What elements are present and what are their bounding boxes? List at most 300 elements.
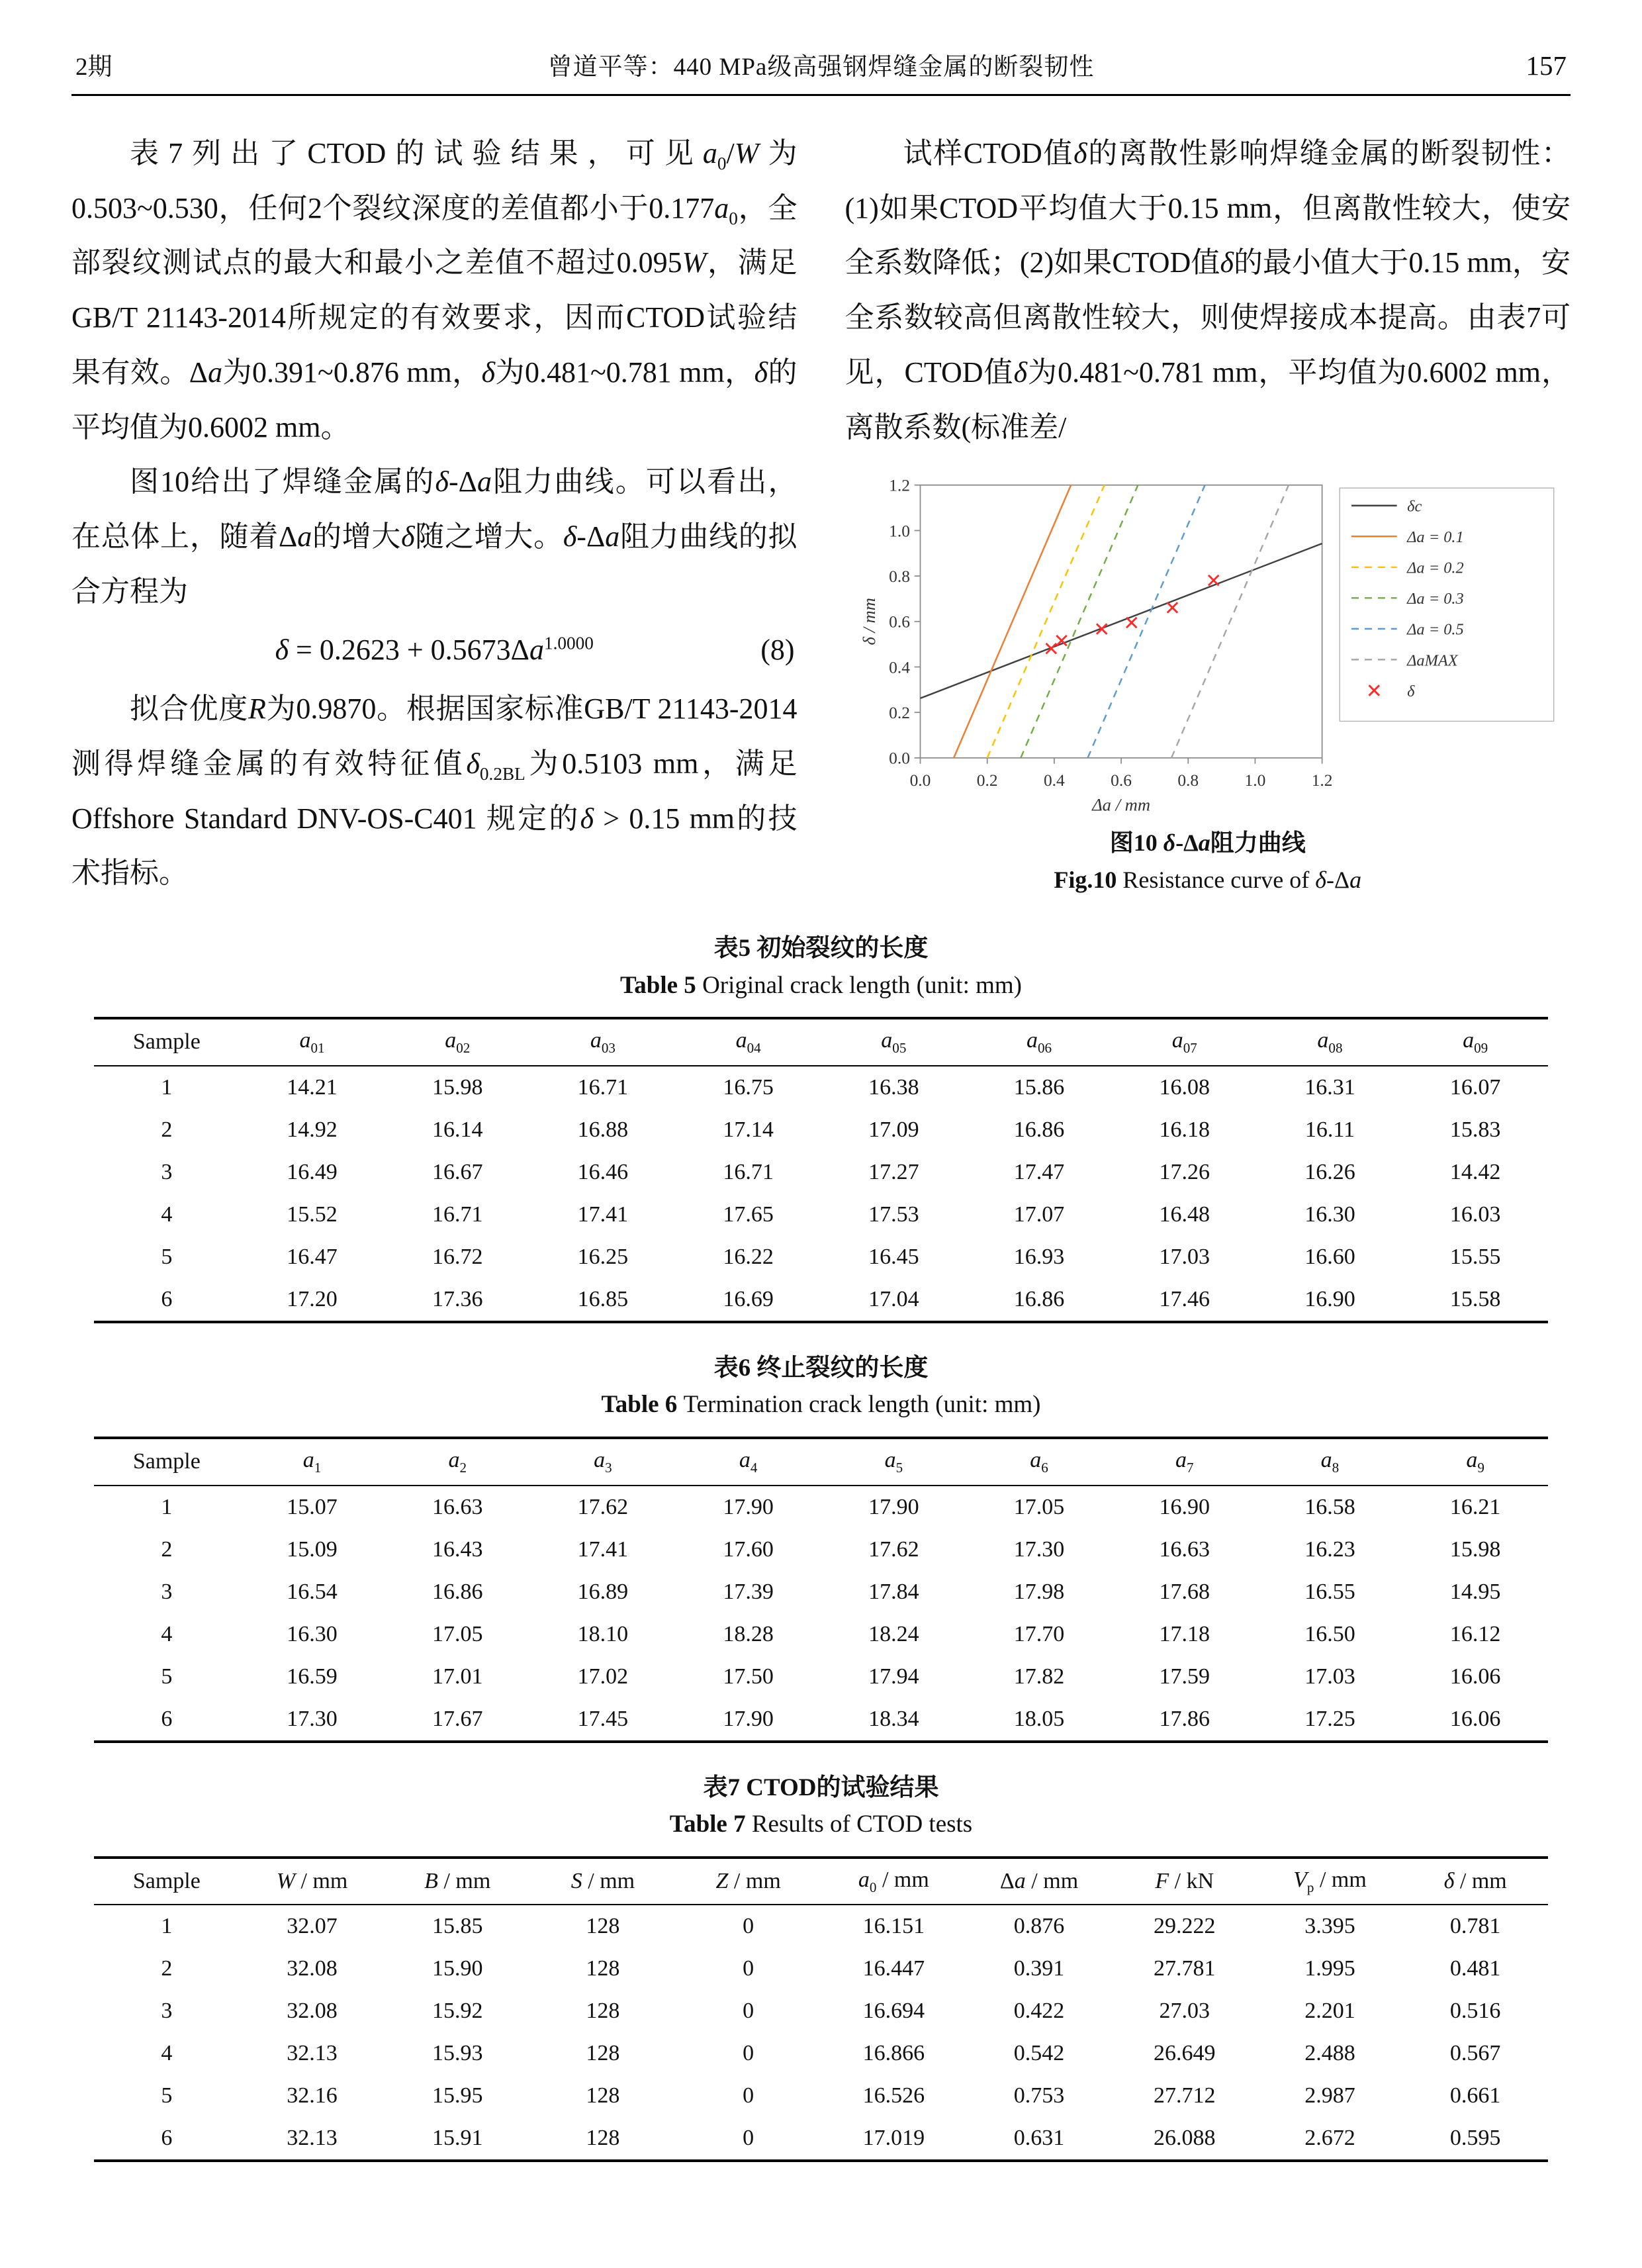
table-cell: 27.712	[1153, 2083, 1216, 2108]
table-cell: 16.151	[862, 1914, 925, 1939]
table-cell: 32.13	[287, 2126, 338, 2151]
table-cell: 16.59	[287, 1664, 338, 1689]
table7-body	[94, 1905, 1548, 2161]
table5-caption-zh-title: 初始裂纹的长度	[756, 935, 929, 963]
table-cell: 3	[161, 1159, 173, 1184]
column-header: F / kN	[1155, 1869, 1214, 1894]
table-cell: 17.46	[1159, 1286, 1210, 1311]
table7-caption-zh-label: 表7	[703, 1773, 740, 1801]
table-cell: 17.20	[287, 1286, 338, 1311]
table-cell: 17.53	[868, 1202, 919, 1227]
table-cell: 17.90	[723, 1494, 774, 1519]
table-cell: 16.67	[432, 1159, 483, 1184]
table-cell: 17.30	[1013, 1536, 1065, 1562]
table-cell: 15.09	[287, 1536, 338, 1562]
resistance-chart	[856, 473, 1560, 818]
tables-section	[71, 930, 1571, 2162]
table-cell: 0	[743, 2041, 754, 2066]
table-cell: 2.201	[1304, 1999, 1355, 2024]
table-cell: 16.71	[432, 1202, 483, 1227]
table6	[94, 1437, 1548, 1743]
page-number: 157	[1526, 50, 1567, 81]
equation-8	[71, 623, 798, 678]
column-header: $a_{03}$	[590, 1028, 616, 1056]
table6-head	[94, 1438, 1548, 1486]
table6-caption-en-title: Termination crack length (unit: mm)	[683, 1391, 1041, 1419]
table-cell: 17.94	[868, 1664, 919, 1689]
table7-block	[71, 1770, 1571, 2163]
table-cell: 5	[161, 1664, 173, 1689]
table6-body	[94, 1486, 1548, 1742]
paragraph-ctod-results: 表7列出了CTOD的试验结果，可见$a_0/W$为0.503~0.530，任何2个裂纹深度的差值都小于$0.177a_0$，全部裂纹测试点的最大和最小之差值不超过0.095W，满足GB/T 21143-2014所规定的有效要求，因而CTOD试验结果有效。Δa为0.391~0.876 mm，δ为0.481~0.781 mm，δ的平均值为0.6002 mm。	[71, 137, 798, 444]
table-cell: 15.55	[1449, 1244, 1501, 1269]
table-cell: 16.06	[1449, 1664, 1501, 1689]
table-cell: 15.92	[432, 1999, 483, 2024]
column-header: $a_{09}$	[1463, 1028, 1488, 1056]
table-cell: 27.781	[1153, 1956, 1216, 1981]
table-cell: 6	[161, 1706, 173, 1731]
table-row	[94, 1278, 1548, 1322]
column-header: $a_{06}$	[1026, 1028, 1052, 1056]
column-header: S / mm	[570, 1869, 635, 1894]
figure-caption-en-title: Resistance curve of δ-Δa	[1117, 866, 1362, 893]
table5-caption-en-label: Table 5	[620, 971, 696, 999]
table-cell: 4	[161, 2041, 173, 2066]
table7	[94, 1856, 1548, 2163]
table-cell: 17.59	[1159, 1664, 1210, 1689]
table5-caption-en-title: Original crack length (unit: mm)	[702, 971, 1022, 999]
table-cell: 15.90	[432, 1956, 483, 1981]
column-header: $a_2$	[448, 1447, 467, 1476]
table-cell: 16.71	[723, 1159, 774, 1184]
svg-text:Δa / mm: Δa / mm	[1092, 794, 1150, 815]
table6-caption	[71, 1350, 1571, 1423]
table-cell: 16.18	[1159, 1117, 1210, 1142]
paragraph-dispersion: 试样CTOD值δ的离散性影响焊缝金属的断裂韧性：(1)如果CTOD平均值大于0.15 mm，但离散性较大，使安全系数降低；(2)如果CTOD值δ的最小值大于0.15 mm，安全系数较高但离散性较大，则使焊接成本提高。由表7可见，CTOD值δ为0.481~0.781 mm，平均值为0.6002 mm，离散系数(标准差/	[844, 137, 1571, 444]
table-cell: 2.672	[1304, 2126, 1355, 2151]
table-cell: 2.987	[1304, 2083, 1355, 2108]
table-cell: 17.90	[723, 1706, 774, 1731]
table-row	[94, 1698, 1548, 1742]
table7-caption-en	[71, 1806, 1571, 1843]
table-cell: 17.05	[432, 1621, 483, 1646]
table-cell: 128	[586, 2083, 620, 2108]
table-cell: 15.93	[432, 2041, 483, 2066]
table6-caption-en-label: Table 6	[601, 1391, 678, 1419]
column-header: $a_8$	[1320, 1447, 1340, 1476]
table-cell: 17.019	[862, 2126, 925, 2151]
table-cell: 17.62	[577, 1494, 629, 1519]
table7-caption	[71, 1770, 1571, 1843]
table-cell: 17.09	[868, 1117, 919, 1142]
figure-10	[845, 473, 1571, 898]
table-cell: 17.05	[1013, 1494, 1065, 1519]
table-cell: 1	[161, 1914, 173, 1939]
column-header: W / mm	[276, 1869, 348, 1894]
table-cell: 17.50	[723, 1664, 774, 1689]
table-cell: 16.46	[577, 1159, 629, 1184]
table-cell: 26.088	[1153, 2126, 1216, 2151]
table-cell: 128	[586, 1956, 620, 1981]
table-cell: 16.26	[1304, 1159, 1355, 1184]
table-cell: 32.13	[287, 2041, 338, 2066]
svg-text:δ / mm: δ / mm	[858, 598, 879, 645]
table-cell: 27.03	[1159, 1999, 1210, 2024]
table-cell: 16.38	[868, 1074, 919, 1100]
table-header-row	[94, 1438, 1548, 1486]
figure-caption	[845, 825, 1571, 899]
svg-text:Δa = 0.1: Δa = 0.1	[1407, 528, 1464, 547]
table-cell: 0	[743, 1914, 754, 1939]
table-cell: 17.14	[723, 1117, 774, 1142]
column-header: $a_{07}$	[1171, 1028, 1197, 1056]
table-cell: 16.85	[577, 1286, 629, 1311]
svg-text:0.2: 0.2	[889, 703, 910, 723]
running-title: 曾道平等：440 MPa级高强钢焊缝金属的断裂韧性	[547, 54, 1095, 81]
svg-text:0.2: 0.2	[976, 771, 998, 790]
column-header: $a_{08}$	[1317, 1028, 1343, 1056]
column-header: Z / mm	[715, 1869, 781, 1894]
table-cell: 15.07	[287, 1494, 338, 1519]
table-cell: 16.08	[1159, 1074, 1210, 1100]
table-row	[94, 1194, 1548, 1236]
table-cell: 4	[161, 1202, 173, 1227]
svg-text:0.0: 0.0	[889, 749, 910, 769]
table-cell: 18.28	[723, 1621, 774, 1646]
table-cell: 16.93	[1013, 1244, 1065, 1269]
table-header-row	[94, 1858, 1548, 1905]
svg-text:1.0: 1.0	[889, 521, 910, 541]
table5-caption-zh-label: 表5	[713, 935, 751, 963]
table-cell: 17.45	[577, 1706, 629, 1731]
table-cell: 16.54	[287, 1579, 338, 1604]
chart-wrap	[856, 473, 1560, 818]
table5-block	[71, 930, 1571, 1323]
svg-text:δc: δc	[1407, 497, 1422, 516]
table-cell: 16.49	[287, 1159, 338, 1184]
svg-text:0.6: 0.6	[1111, 771, 1132, 790]
table-cell: 17.27	[868, 1159, 919, 1184]
table-cell: 16.43	[432, 1536, 483, 1562]
running-header	[71, 46, 1571, 96]
table-row	[94, 1990, 1548, 2032]
svg-text:1.0: 1.0	[1244, 771, 1266, 790]
issue-label: 2期	[75, 54, 113, 81]
table-cell: 14.95	[1449, 1579, 1501, 1604]
table7-head	[94, 1858, 1548, 1905]
svg-text:Δa = 0.3: Δa = 0.3	[1407, 590, 1464, 608]
table-cell: 5	[161, 2083, 173, 2108]
table-cell: 16.50	[1304, 1621, 1355, 1646]
svg-text:0.8: 0.8	[889, 567, 910, 587]
table-cell: 17.36	[432, 1286, 483, 1311]
table5-body	[94, 1066, 1548, 1322]
table-cell: 0.781	[1449, 1914, 1501, 1939]
table-cell: 16.55	[1304, 1579, 1355, 1604]
table-cell: 4	[161, 1621, 173, 1646]
table-cell: 16.03	[1449, 1202, 1501, 1227]
table-cell: 128	[586, 1999, 620, 2024]
column-header: $a_9$	[1466, 1447, 1484, 1476]
table-cell: 0.422	[1013, 1999, 1065, 2024]
table-row	[94, 2075, 1548, 2117]
table-cell: 32.08	[287, 1999, 338, 2024]
table-cell: 16.89	[577, 1579, 629, 1604]
table-cell: 17.26	[1159, 1159, 1210, 1184]
table-cell: 32.08	[287, 1956, 338, 1981]
table-cell: 17.84	[868, 1579, 919, 1604]
table-row	[94, 1151, 1548, 1194]
table-cell: 0.481	[1449, 1956, 1501, 1981]
table-cell: 32.16	[287, 2083, 338, 2108]
table-cell: 17.18	[1159, 1621, 1210, 1646]
table-cell: 16.31	[1304, 1074, 1355, 1100]
table5-caption-zh	[71, 930, 1571, 967]
table-cell: 0.753	[1013, 2083, 1065, 2108]
table-cell: 17.41	[577, 1202, 629, 1227]
svg-text:0.4: 0.4	[889, 657, 910, 677]
column-header: $a_{01}$	[299, 1028, 325, 1056]
table-cell: 1	[161, 1074, 173, 1100]
table-cell: 0	[743, 1956, 754, 1981]
column-header: $a_{04}$	[735, 1028, 761, 1056]
table-cell: 16.75	[723, 1074, 774, 1100]
table-cell: 16.14	[432, 1117, 483, 1142]
table-cell: 16.866	[862, 2041, 925, 2066]
table-cell: 17.41	[577, 1536, 629, 1562]
table-row	[94, 2032, 1548, 2075]
table-cell: 17.62	[868, 1536, 919, 1562]
table-cell: 17.03	[1159, 1244, 1210, 1269]
svg-text:0.4: 0.4	[1043, 771, 1065, 790]
table-cell: 0	[743, 2083, 754, 2108]
column-header: $a_4$	[739, 1447, 758, 1476]
table-header-row	[94, 1018, 1548, 1066]
table-cell: 5	[161, 1244, 173, 1269]
table-row	[94, 1656, 1548, 1698]
table-cell: 0	[743, 2126, 754, 2151]
svg-text:Δa = 0.5: Δa = 0.5	[1407, 621, 1464, 639]
column-header: Δa / mm	[999, 1869, 1079, 1894]
column-header: B / mm	[424, 1869, 491, 1894]
table-cell: 128	[586, 2041, 620, 2066]
table7-caption-en-label: Table 7	[669, 1811, 746, 1838]
figure-caption-en	[845, 862, 1571, 899]
column-header: $a_7$	[1175, 1447, 1194, 1476]
table-cell: 16.86	[1013, 1286, 1065, 1311]
table-cell: 16.48	[1159, 1202, 1210, 1227]
column-header: $a_0$ / mm	[858, 1867, 929, 1895]
table-cell: 18.24	[868, 1621, 919, 1646]
table-cell: 15.86	[1013, 1074, 1065, 1100]
table-row	[94, 1529, 1548, 1571]
column-header: $V_p$ / mm	[1293, 1867, 1367, 1895]
table-cell: 32.07	[287, 1914, 338, 1939]
table-cell: 16.90	[1304, 1286, 1355, 1311]
table-cell: 16.21	[1449, 1494, 1501, 1519]
column-header: $a_6$	[1030, 1447, 1048, 1476]
table-cell: 17.25	[1304, 1706, 1355, 1731]
table-cell: 15.98	[432, 1074, 483, 1100]
table-cell: 2	[161, 1117, 173, 1142]
table-row	[94, 1613, 1548, 1656]
column-header: Sample	[132, 1449, 201, 1474]
table-cell: 16.86	[1013, 1117, 1065, 1142]
paragraph-fit-quality: 拟合优度R为0.9870。根据国家标准GB/T 21143-2014测得焊缝金属的有效特征值$\delta_{0.2BL}$为0.5103 mm，满足 Offshore Standard DNV-OS-C401 规定的δ > 0.15 mm的技术指标。	[71, 692, 798, 890]
figure-caption-en-label: Fig.10	[1054, 866, 1117, 893]
table-cell: 14.21	[287, 1074, 338, 1100]
table-cell: 0.542	[1013, 2041, 1065, 2066]
table-cell: 17.07	[1013, 1202, 1065, 1227]
table-cell: 16.60	[1304, 1244, 1355, 1269]
table-cell: 0.391	[1013, 1956, 1065, 1981]
table-cell: 16.07	[1449, 1074, 1501, 1100]
table-cell: 18.10	[577, 1621, 629, 1646]
table-cell: 2	[161, 1536, 173, 1562]
table-cell: 16.47	[287, 1244, 338, 1269]
table7-caption-en-title: Results of CTOD tests	[751, 1811, 973, 1838]
table-cell: 1	[161, 1494, 173, 1519]
table-cell: 18.34	[868, 1706, 919, 1731]
table-cell: 17.03	[1304, 1664, 1355, 1689]
table-cell: 15.95	[432, 2083, 483, 2108]
figure-caption-zh-label: 图10	[1109, 829, 1158, 857]
column-header: $a_5$	[884, 1447, 903, 1476]
table5-caption-en	[71, 967, 1571, 1004]
table-cell: 16.69	[723, 1286, 774, 1311]
table6-caption-zh	[71, 1350, 1571, 1387]
table-cell: 3.395	[1304, 1914, 1355, 1939]
column-header: Sample	[132, 1029, 201, 1055]
table-row	[94, 1948, 1548, 1990]
svg-text:Δa = 0.2: Δa = 0.2	[1407, 559, 1464, 577]
table-cell: 3	[161, 1579, 173, 1604]
table-cell: 128	[586, 2126, 620, 2151]
table-row	[94, 1571, 1548, 1613]
table-cell: 16.58	[1304, 1494, 1355, 1519]
body-columns	[71, 126, 1571, 901]
table-cell: 15.83	[1449, 1117, 1501, 1142]
equation-body: $\delta = 0.2623 + 0.5673\Delta a^{1.0000}$	[275, 633, 594, 667]
table-cell: 16.86	[432, 1579, 483, 1604]
table-cell: 0.661	[1449, 2083, 1501, 2108]
table-cell: 17.60	[723, 1536, 774, 1562]
table-row	[94, 1236, 1548, 1278]
column-header: δ / mm	[1443, 1869, 1507, 1894]
table-cell: 0.567	[1449, 2041, 1501, 2066]
table-cell: 16.63	[432, 1494, 483, 1519]
column-header: $a_{05}$	[881, 1028, 907, 1056]
table7-caption-zh-title: CTOD的试验结果	[746, 1773, 939, 1801]
right-column	[845, 126, 1571, 901]
table6-block	[71, 1350, 1571, 1743]
table-row	[94, 1905, 1548, 1948]
table-cell: 16.45	[868, 1244, 919, 1269]
left-column	[71, 126, 798, 901]
svg-text:0.0: 0.0	[909, 771, 931, 790]
table-cell: 16.22	[723, 1244, 774, 1269]
table-cell: 15.98	[1449, 1536, 1501, 1562]
table-cell: 16.71	[577, 1074, 629, 1100]
table-cell: 3	[161, 1999, 173, 2024]
table5	[94, 1017, 1548, 1323]
table6-caption-zh-title: 终止裂纹的长度	[756, 1354, 929, 1382]
table-cell: 16.30	[1304, 1202, 1355, 1227]
table-cell: 17.98	[1013, 1579, 1065, 1604]
table-cell: 29.222	[1153, 1914, 1216, 1939]
column-header: $a_{02}$	[445, 1028, 471, 1056]
figure-caption-zh	[845, 825, 1571, 862]
table6-caption-zh-label: 表6	[713, 1354, 751, 1382]
table-cell: 16.90	[1159, 1494, 1210, 1519]
svg-text:0.6: 0.6	[889, 612, 910, 632]
table-cell: 0.631	[1013, 2126, 1065, 2151]
table-cell: 16.694	[862, 1999, 925, 2024]
table-cell: 16.11	[1304, 1117, 1355, 1142]
table-cell: 17.01	[432, 1664, 483, 1689]
table-cell: 17.04	[868, 1286, 919, 1311]
table-cell: 17.82	[1013, 1664, 1065, 1689]
svg-text:1.2: 1.2	[889, 475, 910, 495]
table-cell: 17.65	[723, 1202, 774, 1227]
table7-caption-zh	[71, 1770, 1571, 1807]
table-cell: 17.30	[287, 1706, 338, 1731]
table-cell: 17.67	[432, 1706, 483, 1731]
paragraph-resistance-curve: 图10给出了焊缝金属的δ-Δa阻力曲线。可以看出，在总体上，随着Δa的增大δ随之增大。δ-Δa阻力曲线的拟合方程为	[71, 465, 798, 608]
table-cell: 17.02	[577, 1664, 629, 1689]
svg-text:0.8: 0.8	[1177, 771, 1199, 790]
column-header: Sample	[132, 1869, 201, 1894]
table-cell: 15.52	[287, 1202, 338, 1227]
table-cell: 18.05	[1013, 1706, 1065, 1731]
table-cell: 17.90	[868, 1494, 919, 1519]
svg-text:δ: δ	[1407, 683, 1415, 701]
table-cell: 16.88	[577, 1117, 629, 1142]
figure-caption-zh-title: δ-Δa阻力曲线	[1163, 829, 1306, 857]
table-cell: 6	[161, 1286, 173, 1311]
column-header: $a_1$	[302, 1447, 322, 1476]
table-cell: 1.995	[1304, 1956, 1355, 1981]
table5-head	[94, 1018, 1548, 1066]
table-cell: 14.42	[1449, 1159, 1501, 1184]
table-cell: 2.488	[1304, 2041, 1355, 2066]
table-cell: 16.12	[1449, 1621, 1501, 1646]
table-cell: 2	[161, 1956, 173, 1981]
table-cell: 17.70	[1013, 1621, 1065, 1646]
table-cell: 17.39	[723, 1579, 774, 1604]
table-cell: 0.516	[1449, 1999, 1501, 2024]
table-cell: 15.58	[1449, 1286, 1501, 1311]
table-row	[94, 1109, 1548, 1151]
equation-number: (8)	[760, 634, 795, 667]
table-row	[94, 2117, 1548, 2161]
table-cell: 16.526	[862, 2083, 925, 2108]
column-header: $a_3$	[594, 1447, 612, 1476]
table-cell: 16.72	[432, 1244, 483, 1269]
table-cell: 15.91	[432, 2126, 483, 2151]
table-cell: 16.30	[287, 1621, 338, 1646]
svg-text:ΔaMAX: ΔaMAX	[1407, 651, 1458, 670]
table-cell: 0.876	[1013, 1914, 1065, 1939]
table-cell: 16.63	[1159, 1536, 1210, 1562]
table-cell: 6	[161, 2126, 173, 2151]
table-cell: 16.06	[1449, 1706, 1501, 1731]
table5-caption	[71, 930, 1571, 1004]
table-cell: 0	[743, 1999, 754, 2024]
table-cell: 16.23	[1304, 1536, 1355, 1562]
table6-caption-en	[71, 1386, 1571, 1423]
svg-text:1.2: 1.2	[1311, 771, 1333, 790]
